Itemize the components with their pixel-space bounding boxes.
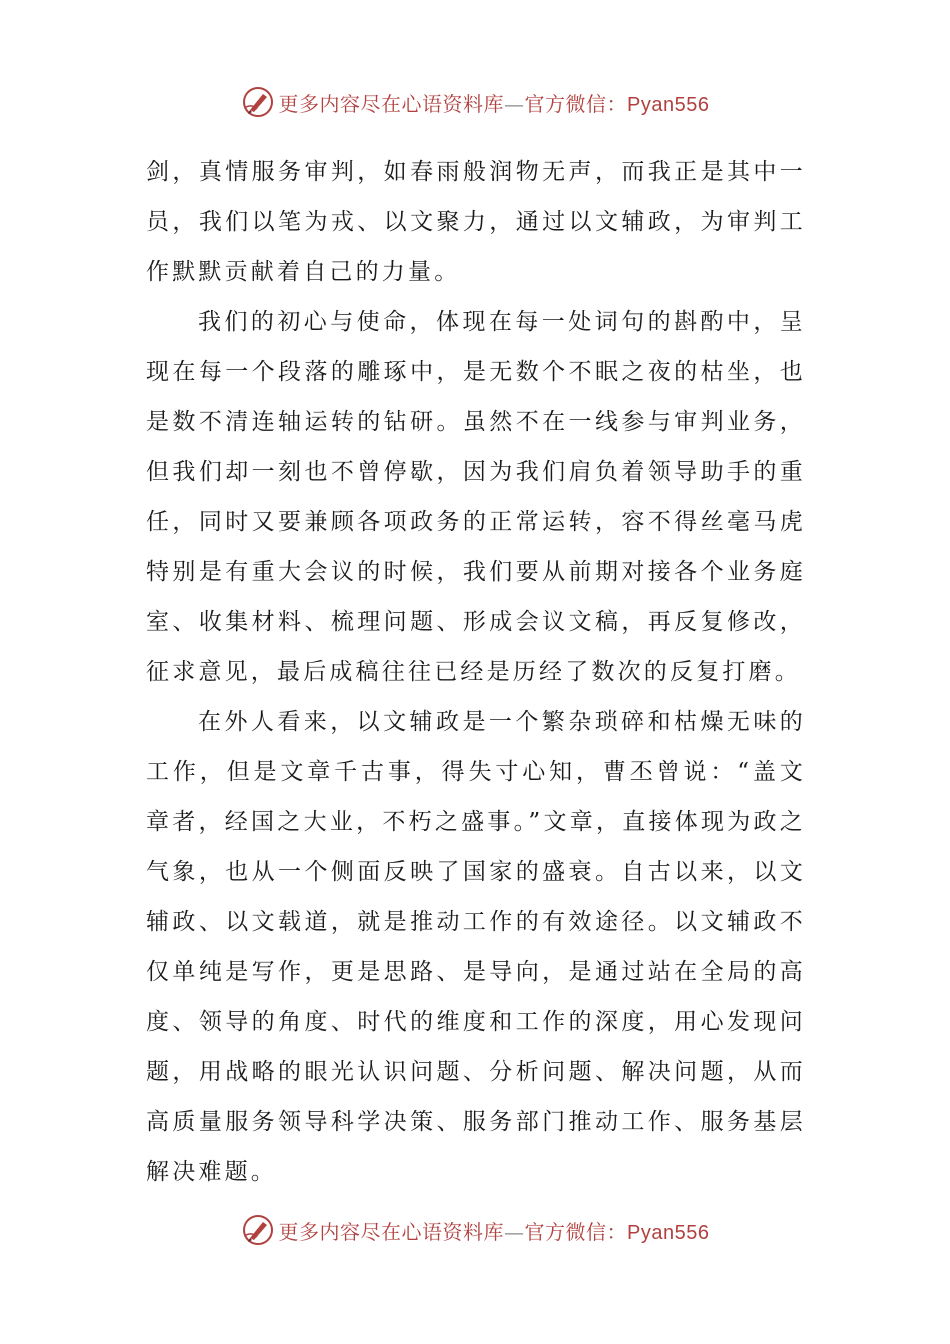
banner-text <box>279 1216 710 1245</box>
pen-logo-icon <box>241 1213 275 1247</box>
banner-brand: 更多内容尽在心语资料库 <box>278 91 505 116</box>
banner-dash: — <box>504 91 525 116</box>
paragraph-2: 我们的初心与使命，体现在每一处词句的斟酌中，呈现在每一个段落的雕琢中，是无数个不眠之夜的枯坐，也是数不清连轴运转的钻研。虽然不在一线参与审判业务，但我们却一刻也不曾停歇，因为我们肩负着领导助手的重任，同时又要兼顾各项政务的正常运转，容不得丝毫马虎特别是有重大会议的时候，我们要从前期对接各个业务庭室、收集材料、梳理问题、形成会议文稿，再反复修改，征求意见，最后成稿往往已经是历经了数次的反复打磨。 <box>146 309 806 685</box>
banner-brand: 更多内容尽在心语资料库 <box>278 1219 505 1244</box>
document-body <box>146 147 806 1197</box>
paragraph-1: 剑，真情服务审判，如春雨般润物无声，而我正是其中一员，我们以笔为戎、以文聚力，通过以文辅政，为审判工作默默贡献着自己的力量。 <box>146 159 806 285</box>
banner-dash: — <box>504 1219 525 1244</box>
banner-text <box>279 88 710 117</box>
banner-wechat-id: Pyan556 <box>627 93 710 116</box>
banner-wechat-label: 官方微信： <box>524 1219 628 1244</box>
footer-banner <box>0 1210 950 1250</box>
paragraph-3: 在外人看来，以文辅政是一个繁杂琐碎和枯燥无味的工作，但是文章千古事，得失寸心知，曹丕曾说：“盖文章者，经国之大业，不朽之盛事。”文章，直接体现为政之气象，也从一个侧面反映了国家的盛衰。自古以来，以文辅政、以文载道，就是推动工作的有效途径。以文辅政不仅单纯是写作，更是思路、是导向，是通过站在全局的高度、领导的角度、时代的维度和工作的深度，用心发现问题，用战略的眼光认识问题、分析问题、解决问题，从而高质量服务领导科学决策、服务部门推动工作、服务基层解决难题。 <box>146 709 806 1185</box>
header-banner <box>0 82 950 122</box>
banner-wechat-label: 官方微信： <box>524 91 628 116</box>
pen-logo-icon <box>241 85 275 119</box>
banner-wechat-id: Pyan556 <box>627 1221 710 1244</box>
